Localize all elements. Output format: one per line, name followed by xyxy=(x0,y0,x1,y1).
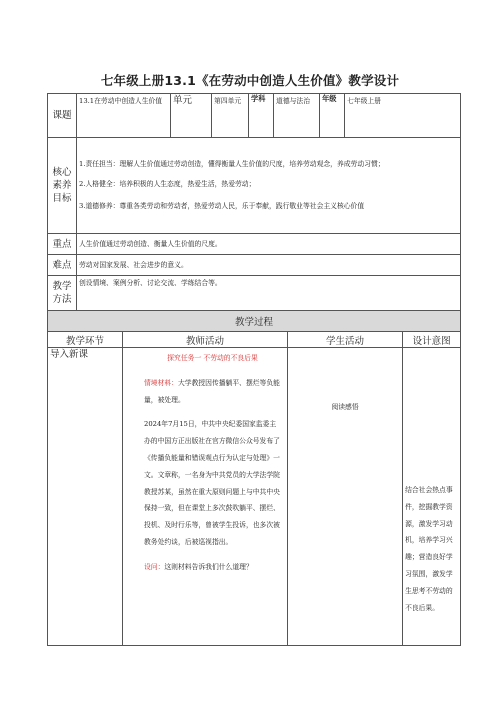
core-literacy-item: 3.道德修养：尊重各类劳动和劳动者，热爱劳动人民，乐于奉献，践行敬业等社会主义核心价值 xyxy=(79,202,365,210)
core-literacy-item: 1.责任担当：理解人生价值通过劳动创造，懂得衡量人生价值的尺度，培养劳动观念，养成劳动习惯； xyxy=(79,160,385,168)
core-literacy-item: 2.人格健全：培养积极的人生态度，热爱生活，热爱劳动； xyxy=(79,180,256,188)
method-label: 教学方法 xyxy=(48,276,77,311)
key-point-value: 人生价值通过劳动创造、衡量人生价值的尺度。 xyxy=(77,234,461,255)
intro-row xyxy=(48,348,461,646)
col-stage-header: 教学环节 xyxy=(48,332,123,348)
design-intent-cell: 结合社会热点事件，挖掘教学资源，激发学习动机，培养学习兴趣；营造良好学习氛围，激发学生思考不劳动的不良后果。 xyxy=(403,348,461,646)
stage-cell: 导入新课 xyxy=(48,348,123,646)
case-paragraph: 2024年7月15日，中共中央纪委国家监委主办的中国方正出版社在官方微信公众号发布了《传播负能量和错误观点行为认定与处理》一文。文章称，一名身为中共党员的大学法学院教授苏某，虽然在重大原则问题上与中共中央保持一致，但在课堂上多次鼓吹躺平、摆烂、投机、及时行乐等，曾被学生投诉，也多次被教务处约谈，后被巡视指出。 xyxy=(144,420,280,546)
difficulty-label: 难点 xyxy=(48,255,77,276)
core-literacy-content xyxy=(77,138,461,234)
difficulty-value: 劳动对国家发展、社会进步的意义。 xyxy=(77,255,461,276)
col-student-header: 学生活动 xyxy=(288,332,403,348)
material-label: 情境材料： xyxy=(144,378,178,387)
unit-label: 单元 xyxy=(171,94,212,138)
question-paragraph xyxy=(144,559,281,576)
material-text: 大学教授因传播躺平、摆烂等负能量，被处理。 xyxy=(144,378,280,404)
core-literacy-row xyxy=(48,138,461,234)
lesson-label: 课题 xyxy=(48,94,77,138)
process-title-row xyxy=(48,311,461,332)
difficulty-row xyxy=(48,255,461,276)
grade-value: 七年级上册 xyxy=(345,94,461,138)
lesson-plan-table xyxy=(47,93,461,646)
question-label: 设问： xyxy=(144,562,165,571)
method-row xyxy=(48,276,461,311)
material-paragraph xyxy=(144,375,281,409)
unit-value: 第四单元 xyxy=(212,94,249,138)
col-intent-header: 设计意图 xyxy=(403,332,461,348)
key-point-label: 重点 xyxy=(48,234,77,255)
page-title: 七年级上册13.1《在劳动中创造人生价值》教学设计 xyxy=(100,73,400,88)
subject-label: 学科 xyxy=(249,94,274,138)
header-row xyxy=(48,94,461,138)
teacher-activity-cell xyxy=(123,348,288,646)
lesson-value: 13.1在劳动中创造人生价值 xyxy=(77,94,171,138)
subject-value: 道德与法治 xyxy=(274,94,320,138)
task-title: 探究任务一 不劳动的不良后果 xyxy=(167,354,258,362)
grade-label: 年级 xyxy=(320,94,345,138)
key-point-row xyxy=(48,234,461,255)
process-header-row xyxy=(48,332,461,348)
core-literacy-label: 核心素养目标 xyxy=(48,138,77,234)
process-section-title: 教学过程 xyxy=(48,311,461,332)
student-activity-cell: 阅读感悟 xyxy=(288,348,403,646)
question-text: 这则材料告诉我们什么道理？ xyxy=(164,562,253,571)
method-value: 创设情境、案例分析、讨论交流、学练结合等。 xyxy=(77,276,461,311)
col-teacher-header: 教师活动 xyxy=(123,332,288,348)
